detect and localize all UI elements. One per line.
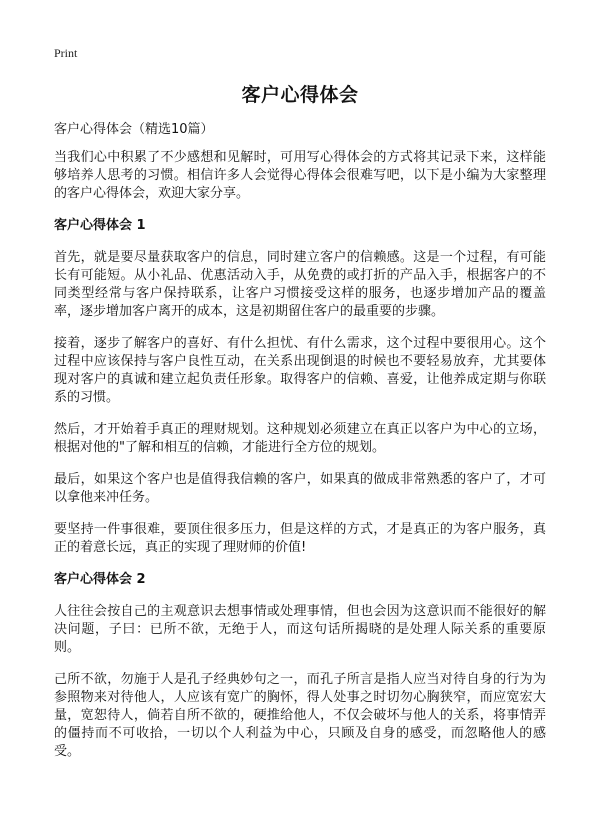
section-heading: 客户心得体会 2 (54, 572, 146, 587)
article-body (54, 120, 546, 775)
intro-paragraph: 当我们心中积累了不少感想和见解时，可用写心得体会的方式将其记录下来，这样能够培养人思考的习惯。相信许多人会觉得心得体会很难写吧，以下是小编为大家整理的客户心得体会，欢迎大家分享。 (54, 150, 546, 201)
print-link[interactable]: Print (54, 46, 78, 60)
page-title: 客户心得体会 (241, 84, 359, 106)
paragraph: 己所不欲，勿施于人是孔子经典妙句之一，而孔子所言是指人应当对待自身的行为为参照物来对待他人，人应该有宽广的胸怀，得人处事之时切勿心胸狭窄，而应宽宏大量，宽恕待人，倘若自所不欲的，硬推给他人，不仅会破坏与他人的关系，将事情弄的僵持而不可收拾，一切以个人利益为中心，只顾及自身的感受，而忽略他人的感受。 (54, 672, 546, 759)
paragraph: 接着，逐步了解客户的喜好、有什么担忧、有什么需求，这个过程中要很用心。这个过程中应该保持与客户良性互动，在关系出现倒退的时候也不要轻易放弃，尤其要体现对客户的真诚和建立起负责任形象。取得客户的信赖、喜爱，让他养成定期与你联系的习惯。 (54, 336, 546, 405)
paragraph: 要坚持一件事很难，要顶住很多压力，但是这样的方式，才是真正的为客户服务，真正的着意长远，真正的实现了理财师的价值! (54, 522, 546, 555)
paragraph: 人往往会按自己的主观意识去想事情或处理事情，但也会因为这意识而不能很好的解决问题，子曰：已所不欲，无绝于人，而这句话所揭晓的是处理人际关系的重要原则。 (54, 604, 546, 655)
paragraph: 然后，才开始着手真正的理财规划。这种规划必须建立在真正以客户为中心的立场，根据对他的"了解和相互的信赖，才能进行全方位的规划。 (54, 422, 546, 455)
section-heading: 客户心得体会 1 (54, 218, 146, 233)
paragraph: 最后，如果这个客户也是值得我信赖的客户，如果真的做成非常熟悉的客户了，才可以拿他来冲任务。 (54, 472, 546, 505)
article-subtitle: 客户心得体会（精选10篇） (54, 122, 214, 137)
paragraph: 首先，就是要尽量获取客户的信息，同时建立客户的信赖感。这是一个过程，有可能长有可能短。从小礼品、优惠活动入手，从免费的或打折的产品入手，根据客户的不同类型经常与客户保持联系，让客户习惯接受这样的服务，也逐步增加产品的覆盖率，逐步增加客户离开的成本，这是初期留住客户的最重要的步骤。 (54, 250, 546, 319)
